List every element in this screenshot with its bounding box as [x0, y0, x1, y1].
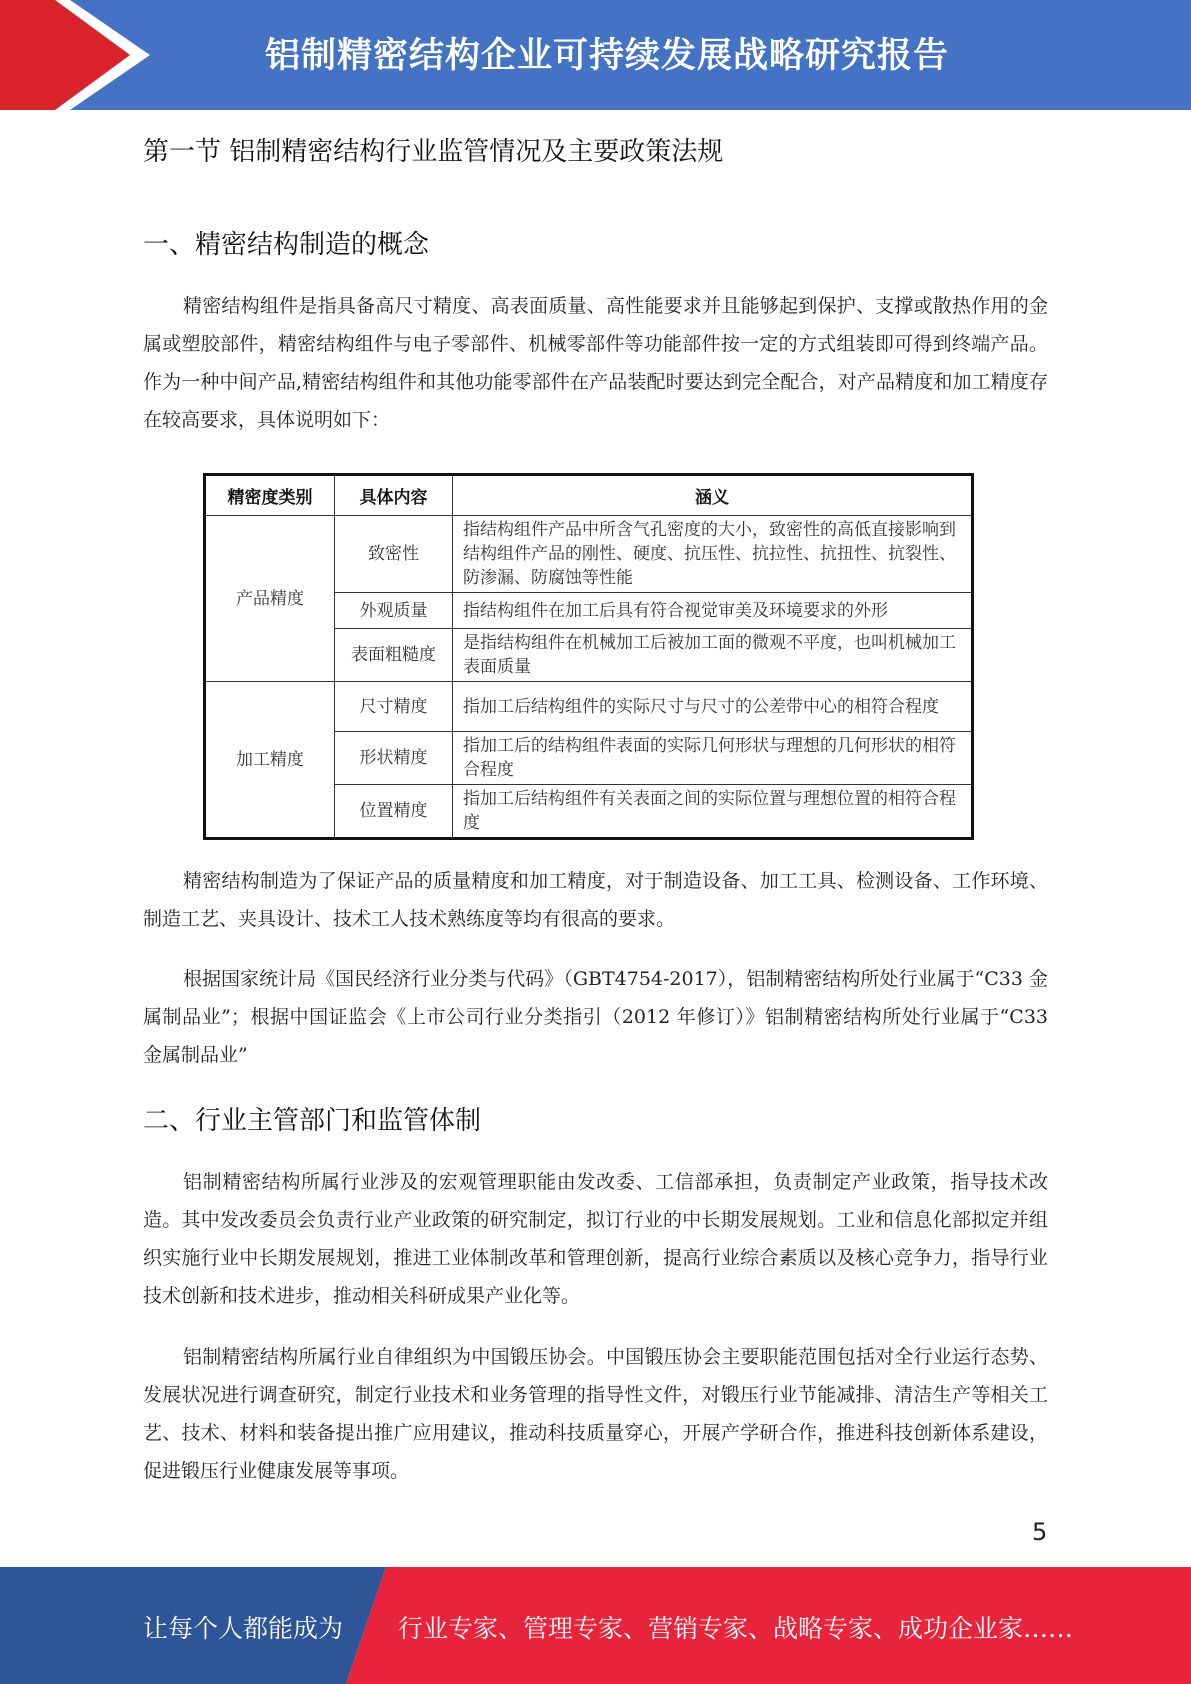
table-row: [205, 516, 973, 593]
category-cell: 产品精度: [205, 516, 335, 682]
page-number: 5: [1032, 1518, 1048, 1546]
footer-slogan-left: 让每个人都能成为: [143, 1614, 344, 1643]
meaning-cell: 指加工后结构组件有关表面之间的实际位置与理想位置的相符合程度: [453, 785, 973, 839]
item-cell: 形状精度: [335, 732, 453, 785]
heading-concept: 一、精密结构制造的概念: [143, 230, 430, 260]
item-cell: 外观质量: [335, 593, 453, 629]
meaning-cell: 指结构组件在加工后具有符合视觉审美及环境要求的外形: [453, 593, 973, 629]
table-header-row: [205, 475, 973, 516]
header-meaning: 涵义: [453, 475, 973, 516]
section-title: 第一节 铝制精密结构行业监管情况及主要政策法规: [143, 137, 724, 167]
meaning-cell: 指加工后结构组件的实际尺寸与尺寸的公差带中心的相符合程度: [453, 682, 973, 732]
page-header: [0, 0, 1191, 110]
footer-slogan-right: 行业专家、管理专家、营销专家、战略专家、成功企业家……: [398, 1614, 1074, 1643]
header-item: 具体内容: [335, 475, 453, 516]
item-cell: 位置精度: [335, 785, 453, 839]
header-category: 精密度类别: [205, 475, 335, 516]
category-cell: 加工精度: [205, 682, 335, 839]
page-footer: [0, 1567, 1191, 1684]
paragraph-classification: 根据国家统计局《国民经济行业分类与代码》（GBT4754-2017），铝制精密结构所处行业属于“C33 金属制品业”；根据中国证监会《上市公司行业分类指引（2012 年修订）》铝制精密结构所处行业属于“C33 金属制品业”: [143, 968, 1048, 1066]
item-cell: 尺寸精度: [335, 682, 453, 732]
table-row: [205, 682, 973, 732]
meaning-cell: 指结构组件产品中所含气孔密度的大小，致密性的高低直接影响到结构组件产品的刚性、硬度、抗压性、抗拉性、抗扭性、抗裂性、防渗漏、防腐蚀等性能: [453, 516, 973, 593]
header-arrow-decoration: [0, 0, 160, 110]
paragraph-intro: 精密结构组件是指具备高尺寸精度、高表面质量、高性能要求并且能够起到保护、支撑或散热作用的金属或塑胶部件，精密结构组件与电子零部件、机械零部件等功能部件按一定的方式组装即可得到终端产品。作为一种中间产品,精密结构组件和其他功能零部件在产品装配时要达到完全配合，对产品精度和加工精度存在较高要求，具体说明如下：: [143, 295, 1048, 431]
report-title: 铝制精密结构企业可持续发展战略研究报告: [265, 36, 950, 76]
meaning-cell: 是指结构组件在机械加工后被加工面的微观不平度，也叫机械加工表面质量: [453, 629, 973, 682]
meaning-cell: 指加工后的结构组件表面的实际几何形状与理想的几何形状的相符合程度: [453, 732, 973, 785]
item-cell: 表面粗糙度: [335, 629, 453, 682]
item-cell: 致密性: [335, 516, 453, 593]
precision-table: [203, 473, 974, 840]
paragraph-authorities: 铝制精密结构所属行业涉及的宏观管理职能由发改委、工信部承担，负责制定产业政策，指导技术改造。其中发改委员会负责行业产业政策的研究制定，拟订行业的中长期发展规划。工业和信息化部拟定并组织实施行业中长期发展规划，推进工业体制改革和管理创新，提高行业综合素质以及核心竞争力，指导行业技术创新和技术进步，推动相关科研成果产业化等。: [143, 1171, 1048, 1307]
paragraph-requirements: 精密结构制造为了保证产品的质量精度和加工精度，对于制造设备、加工工具、检测设备、工作环境、制造工艺、夹具设计、技术工人技术熟练度等均有很高的要求。: [143, 870, 1048, 930]
paragraph-association: 铝制精密结构所属行业自律组织为中国锻压协会。中国锻压协会主要职能范围包括对全行业运行态势、发展状况进行调查研究，制定行业技术和业务管理的指导性文件，对锻压行业节能减排、清洁生产等相关工艺、技术、材料和装备提出推广应用建议，推动科技质量穿心，开展产学研合作，推进科技创新体系建设，促进锻压行业健康发展等事项。: [143, 1346, 1048, 1482]
heading-regulation: 二、行业主管部门和监管体制: [143, 1106, 482, 1136]
